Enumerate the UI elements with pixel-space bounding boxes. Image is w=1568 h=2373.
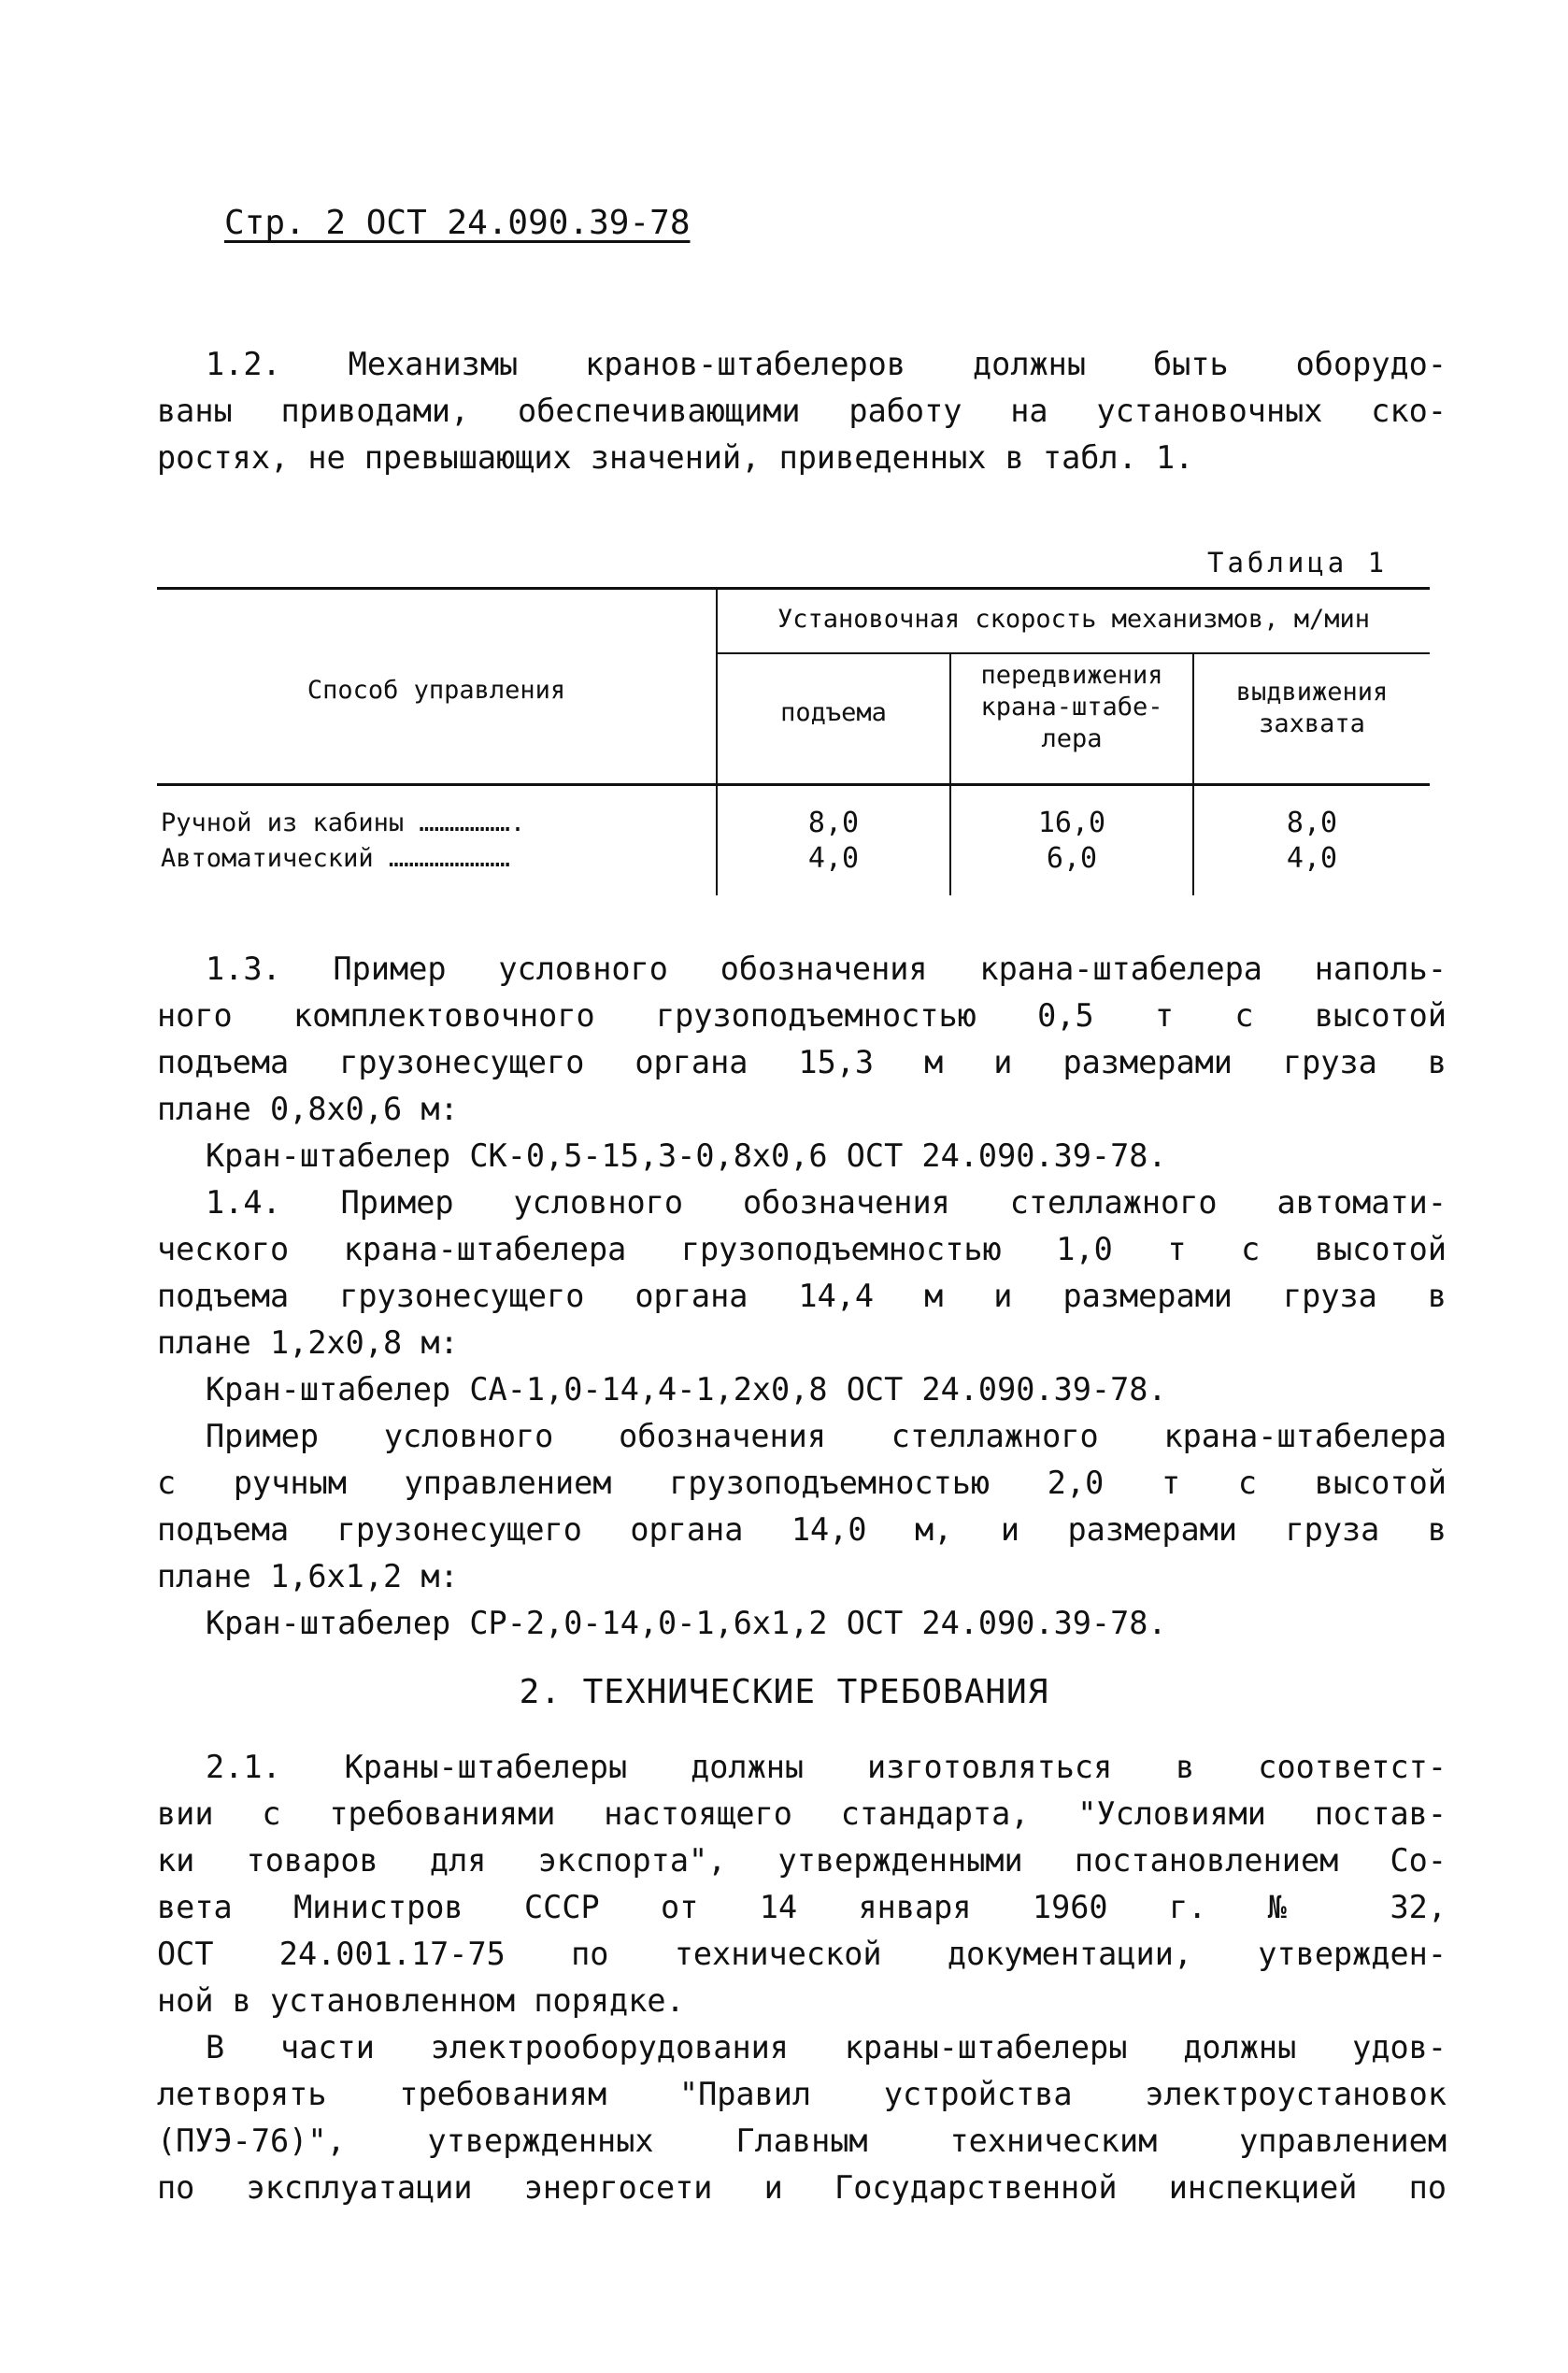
text-line: вета Министров СССР от 14 января 1960 г. № 32, xyxy=(157,1889,1447,1925)
subheader-line: выдвижения xyxy=(1235,678,1389,707)
text-line: с ручным управлением грузоподъемностью 2,0 т с высотой xyxy=(157,1465,1447,1501)
text-line: плане 1,2х0,8 м: xyxy=(157,1324,459,1361)
text-line: ного комплектовочного грузоподъемностью 0,5 т с высотой xyxy=(157,997,1447,1034)
text-line: подъема грузонесущего органа 14,4 м и размерами груза в xyxy=(157,1278,1447,1314)
text-line: 2.1. Краны-штабелеры должны изготовляться в соответст- xyxy=(206,1749,1447,1785)
table-header-rule xyxy=(157,783,1430,786)
text-line: ческого крана-штабелера грузоподъемностью 1,0 т с высотой xyxy=(157,1231,1447,1267)
designation-example: Кран-штабелер СР-2,0-14,0-1,6х1,2 ОСТ 24.090.39-78. xyxy=(206,1605,1167,1641)
subheader-line: крана-штабе- xyxy=(980,693,1163,722)
text-line: по эксплуатации энергосети и Государственной инспекцией по xyxy=(157,2169,1447,2206)
page-header: Стр. 2 ОСТ 24.090.39-78 xyxy=(224,204,691,242)
speed-table xyxy=(157,587,1430,895)
text-line: В части электрооборудования краны-штабелеры должны удов- xyxy=(206,2029,1447,2066)
table-caption: Таблица 1 xyxy=(1207,547,1389,579)
text-line: подъема грузонесущего органа 14,0 м, и размерами груза в xyxy=(157,1511,1447,1548)
text-line: ОСТ 24.001.17-75 по технической документации, утвержден- xyxy=(157,1936,1447,1972)
table-cell-extend: 4,0 xyxy=(1286,842,1338,875)
text-line: ной в установленном порядке. xyxy=(157,1982,685,2019)
paragraph-1-3 xyxy=(157,946,1447,1179)
section-heading: 2. ТЕХНИЧЕСКИЕ ТРЕБОВАНИЯ xyxy=(519,1673,1049,1711)
table-group-rule xyxy=(718,652,1430,654)
text-line: ростях, не превышающих значений, приведенных в табл. 1. xyxy=(157,439,1194,476)
table-cell-lift: 4,0 xyxy=(807,842,860,875)
subheader-line: передвижения xyxy=(980,661,1163,690)
subheader-move xyxy=(951,660,1192,755)
paragraph-1-4 xyxy=(157,1179,1447,1647)
table-cell-lift: 8,0 xyxy=(807,807,860,839)
text-line: вии с требованиями настоящего стандарта, "Условиями постав- xyxy=(157,1795,1447,1832)
table-top-rule xyxy=(157,587,1430,590)
column-header-speed: Установочная скорость механизмов, м/мин xyxy=(777,605,1370,634)
table-cell-move: 6,0 xyxy=(1046,842,1098,875)
designation-example: Кран-штабелер СА-1,0-14,4-1,2х0,8 ОСТ 24.090.39-78. xyxy=(206,1371,1167,1408)
paragraph-1-2 xyxy=(157,341,1447,481)
table-row-label: Ручной из кабины ………………. xyxy=(161,808,526,837)
subheader-line: захвата xyxy=(1259,709,1365,738)
subheader-lift: подъема xyxy=(780,698,887,727)
text-line: 1.4. Пример условного обозначения стеллажного автомати- xyxy=(206,1184,1447,1221)
table-cell-move: 16,0 xyxy=(1037,807,1106,839)
subheader-line: лера xyxy=(1041,724,1103,753)
table-cell-extend: 8,0 xyxy=(1286,807,1338,839)
subheader-extend xyxy=(1194,677,1430,740)
text-line: плане 0,8х0,6 м: xyxy=(157,1091,459,1127)
text-line: 1.3. Пример условного обозначения крана-штабелера наполь- xyxy=(206,951,1447,987)
text-line: 1.2. Механизмы кранов-штабелеров должны быть оборудо- xyxy=(206,346,1447,382)
table-row-label: Автоматический …………………… xyxy=(161,844,510,873)
text-line: (ПУЭ-76)", утвержденных Главным техническим управлением xyxy=(157,2123,1447,2159)
text-line: подъема грузонесущего органа 15,3 м и размерами груза в xyxy=(157,1044,1447,1080)
paragraph-2-1 xyxy=(157,1744,1447,2211)
text-line: ки товаров для экспорта", утвержденными постановлением Со- xyxy=(157,1842,1447,1879)
text-line: ваны приводами, обеспечивающими работу на установочных ско- xyxy=(157,393,1447,429)
text-line: плане 1,6х1,2 м: xyxy=(157,1558,459,1594)
column-header-method: Способ управления xyxy=(306,676,566,705)
designation-example: Кран-штабелер СК-0,5-15,3-0,8х0,6 ОСТ 24.090.39-78. xyxy=(206,1137,1167,1174)
text-line: Пример условного обозначения стеллажного крана-штабелера xyxy=(206,1418,1447,1454)
text-line: летворять требованиям "Правил устройства электроустановок xyxy=(157,2076,1447,2112)
